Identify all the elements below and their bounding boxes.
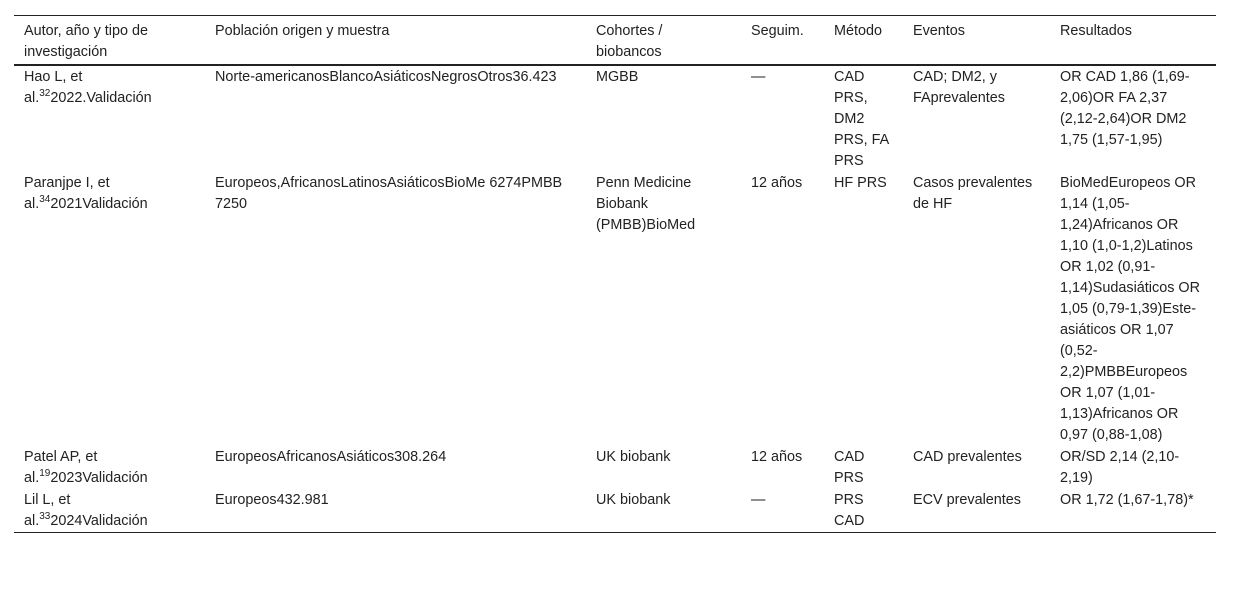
table-row — [14, 489, 1216, 533]
cohort-cell: Penn Medicine Biobank (PMBB)BioMed — [596, 175, 696, 233]
header-events: Eventos — [913, 23, 965, 39]
population-cell: Europeos,AfricanosLatinosAsiáticosBioMe 6274PMBB 7250 — [215, 175, 563, 212]
method-cell: PRS CAD — [834, 492, 865, 529]
events-cell: CAD; DM2, y FAprevalentes — [913, 69, 1005, 106]
results-cell: OR CAD 1,86 (1,69-2,06)OR FA 2,37 (2,12-2,64)OR DM2 1,75 (1,57-1,95) — [1060, 69, 1190, 148]
population-cell: Europeos432.981 — [215, 492, 329, 508]
events-cell: CAD prevalentes — [913, 449, 1022, 465]
author-name: Lil L, et al. — [24, 492, 71, 529]
results-cell: BioMedEuropeos OR 1,14 (1,05-1,24)Africanos OR 1,10 (1,0-1,2)Latinos OR 1,02 (0,91-1,14)Sudasiáticos OR 1,05 (0,79-1,39)Este-asiáticos OR 1,07 (0,52-2,2)PMBBEuropeos OR 1,07 (1,01-1,13)Africanos OR 0,97 (0,88-1,08) — [1060, 175, 1200, 443]
reference-number: 34 — [39, 194, 51, 206]
author-name: Paranjpe I, et al. — [24, 175, 110, 212]
author-name: Hao L, et al. — [24, 69, 83, 106]
author-year-type: 2024Validación — [50, 513, 148, 529]
author-year-type: 2021Validación — [50, 196, 148, 212]
header-followup: Seguim. — [751, 23, 804, 39]
header-author: Autor, año y tipo de investigación — [24, 23, 149, 60]
header-results: Resultados — [1060, 23, 1132, 39]
events-cell: ECV prevalentes — [913, 492, 1021, 508]
author-year-type: 2023Validación — [50, 470, 148, 486]
table-row — [14, 446, 1216, 489]
author-name: Patel AP, et al. — [24, 449, 98, 486]
table-row — [14, 172, 1216, 446]
table-header-row — [14, 16, 1216, 66]
header-method: Método — [834, 23, 882, 39]
reference-number: 33 — [39, 511, 51, 523]
reference-number: 19 — [39, 468, 51, 480]
cohort-cell: UK biobank — [596, 449, 671, 465]
studies-table — [14, 15, 1216, 533]
method-cell: CAD PRS, DM2 PRS, FA PRS — [834, 69, 889, 169]
method-cell: CAD PRS — [834, 449, 865, 486]
author-cell — [14, 489, 205, 533]
cohort-cell: MGBB — [596, 69, 639, 85]
results-cell: OR/SD 2,14 (2,10-2,19) — [1060, 449, 1180, 486]
followup-cell: 12 años — [751, 449, 803, 465]
reference-number: 32 — [39, 88, 51, 100]
population-cell: EuropeosAfricanosAsiáticos308.264 — [215, 449, 447, 465]
header-cohort: Cohortes / biobancos — [596, 23, 663, 60]
population-cell: Norte-americanosBlancoAsiáticosNegrosOtros36.423 — [215, 69, 557, 85]
events-cell: Casos prevalentes de HF — [913, 175, 1033, 212]
author-year-type: 2022.Validación — [50, 90, 152, 106]
followup-cell: — — [751, 492, 766, 508]
author-cell — [14, 172, 205, 446]
followup-cell: — — [751, 69, 766, 85]
header-population: Población origen y muestra — [215, 23, 390, 39]
table-row — [14, 65, 1216, 172]
author-cell — [14, 65, 205, 172]
author-cell — [14, 446, 205, 489]
cohort-cell: UK biobank — [596, 492, 671, 508]
results-cell: OR 1,72 (1,67-1,78)* — [1060, 492, 1194, 508]
followup-cell: 12 años — [751, 175, 803, 191]
method-cell: HF PRS — [834, 175, 887, 191]
